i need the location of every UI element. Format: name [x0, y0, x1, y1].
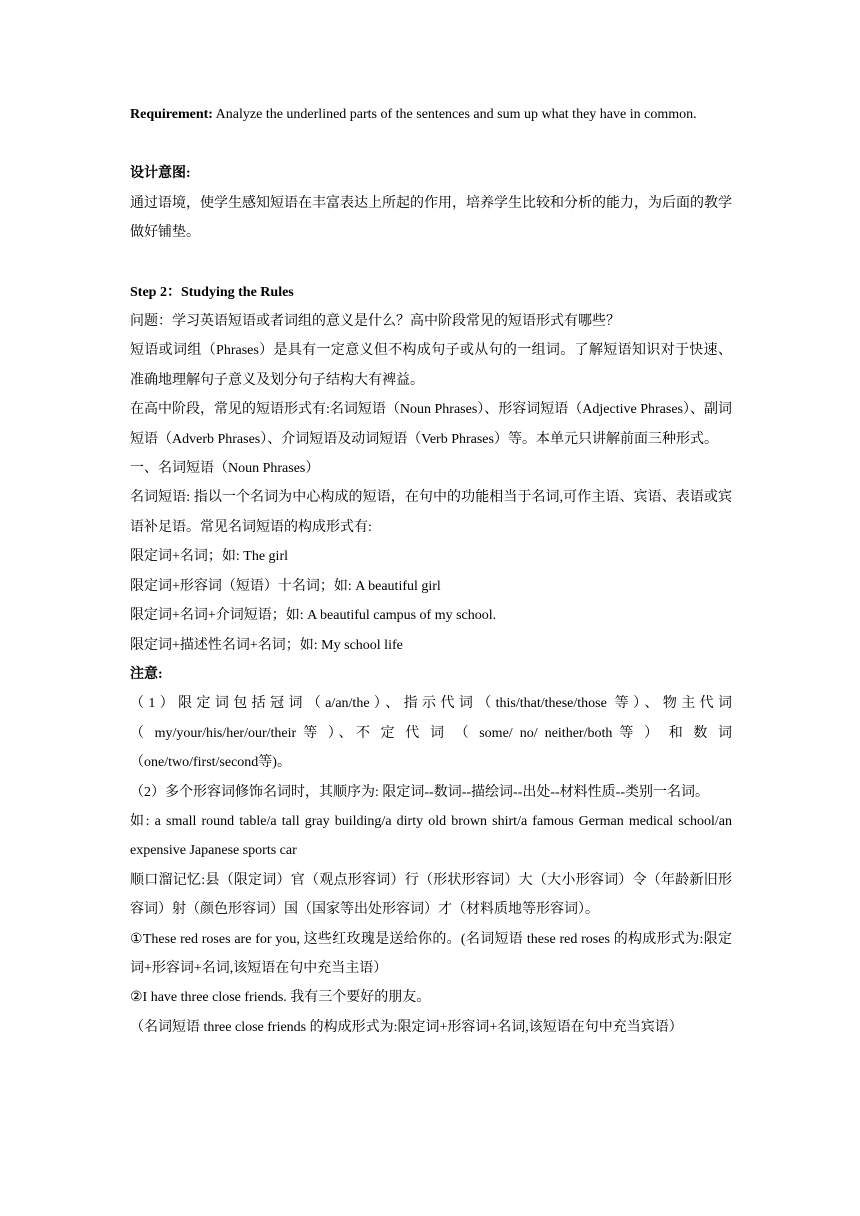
step2-heading: Step 2：Studying the Rules [130, 284, 294, 300]
example-2: ②I have three close friends. 我有三个要好的朋友。 [130, 990, 431, 1006]
noun-phrases-definition: 名词短语: 指以一个名词为中心构成的短语，在句中的功能相当于名词,可作主语、宾语、表语或宾语补足语。常见名词短语的构成形式有: [130, 490, 732, 535]
adjective-order-examples: 如: a small round table/a tall gray building/a dirty old brown shirt/a famous German medical school/an expensive Japanese sports car [130, 813, 732, 859]
requirement-paragraph [130, 100, 732, 129]
note1-line2: （ my/your/his/her/our/their 等 ）、不 定 代 词 （ some/ no/ neither/both 等 ） 和 数 词 [130, 725, 732, 741]
step2-definition: 短语或词组（Phrases）是具有一定意义但不构成句子或从句的一组词。了解短语知识对于快速、准确地理解句子意义及划分句子结构大有裨益。 [130, 343, 732, 388]
notes-heading: 注意: [130, 666, 163, 682]
step2-question: 问题：学习英语短语或者词组的意义是什么？高中阶段常见的短语形式有哪些？ [130, 314, 620, 330]
noun-phrase-pattern: 限定词+名词；如: The girl [130, 549, 288, 565]
design-intent-text: 通过语境，使学生感知短语在丰富表达上所起的作用，培养学生比较和分析的能力，为后面的教学做好铺垫。 [130, 195, 732, 241]
example-1: ①These red roses are for you, 这些红玫瑰是送给你的。(名词短语 these red roses 的构成形式为:限定词+形容词+名词,该短语在句中充当主语） [130, 931, 732, 976]
spacer [130, 129, 732, 159]
note2: （2）多个形容词修饰名词时，其顺序为: 限定词--数词--描绘词--出处--材料性质--类别一名词。 [130, 784, 710, 800]
spacer [130, 248, 732, 278]
design-intent-heading: 设计意图: [130, 166, 191, 182]
noun-phrases-title: 一、名词短语（Noun Phrases） [130, 461, 320, 477]
note1-line3: （one/two/first/second等)。 [130, 755, 291, 771]
requirement-label: Requirement: [130, 107, 213, 122]
noun-phrase-pattern: 限定词+形容词（短语）十名词；如: A beautiful girl [130, 578, 441, 594]
noun-phrase-pattern: 限定词+名词+介词短语；如: A beautiful campus of my school. [130, 608, 497, 624]
example-2-note: （名词短语 three close friends 的构成形式为:限定词+形容词+名词,该短语在句中充当宾语） [130, 1019, 683, 1035]
note1-line1: （1）限定词包括冠词（a/an/the）、指示代词（this/that/these/those 等）、物主代词 [130, 696, 732, 712]
noun-phrase-pattern: 限定词+描述性名词+名词；如: My school life [130, 637, 403, 653]
step2-common-forms: 在高中阶段，常见的短语形式有:名词短语（Noun Phrases）、形容词短语（Adjective Phrases）、副词短语（Adverb Phrases）、介词短语及动词短语（Verb Phrases）等。本单元只讲解前面三种形式。 [130, 402, 732, 447]
mnemonic: 顺口溜记忆:县（限定词）官（观点形容词）行（形状形容词）大（大小形容词）令（年龄新旧形容词）射（颜色形容词）国（国家等出处形容词）才（材料质地等形容词）。 [130, 872, 732, 918]
requirement-text: Analyze the underlined parts of the sentences and sum up what they have in common. [212, 107, 697, 122]
document-body [130, 100, 732, 1042]
